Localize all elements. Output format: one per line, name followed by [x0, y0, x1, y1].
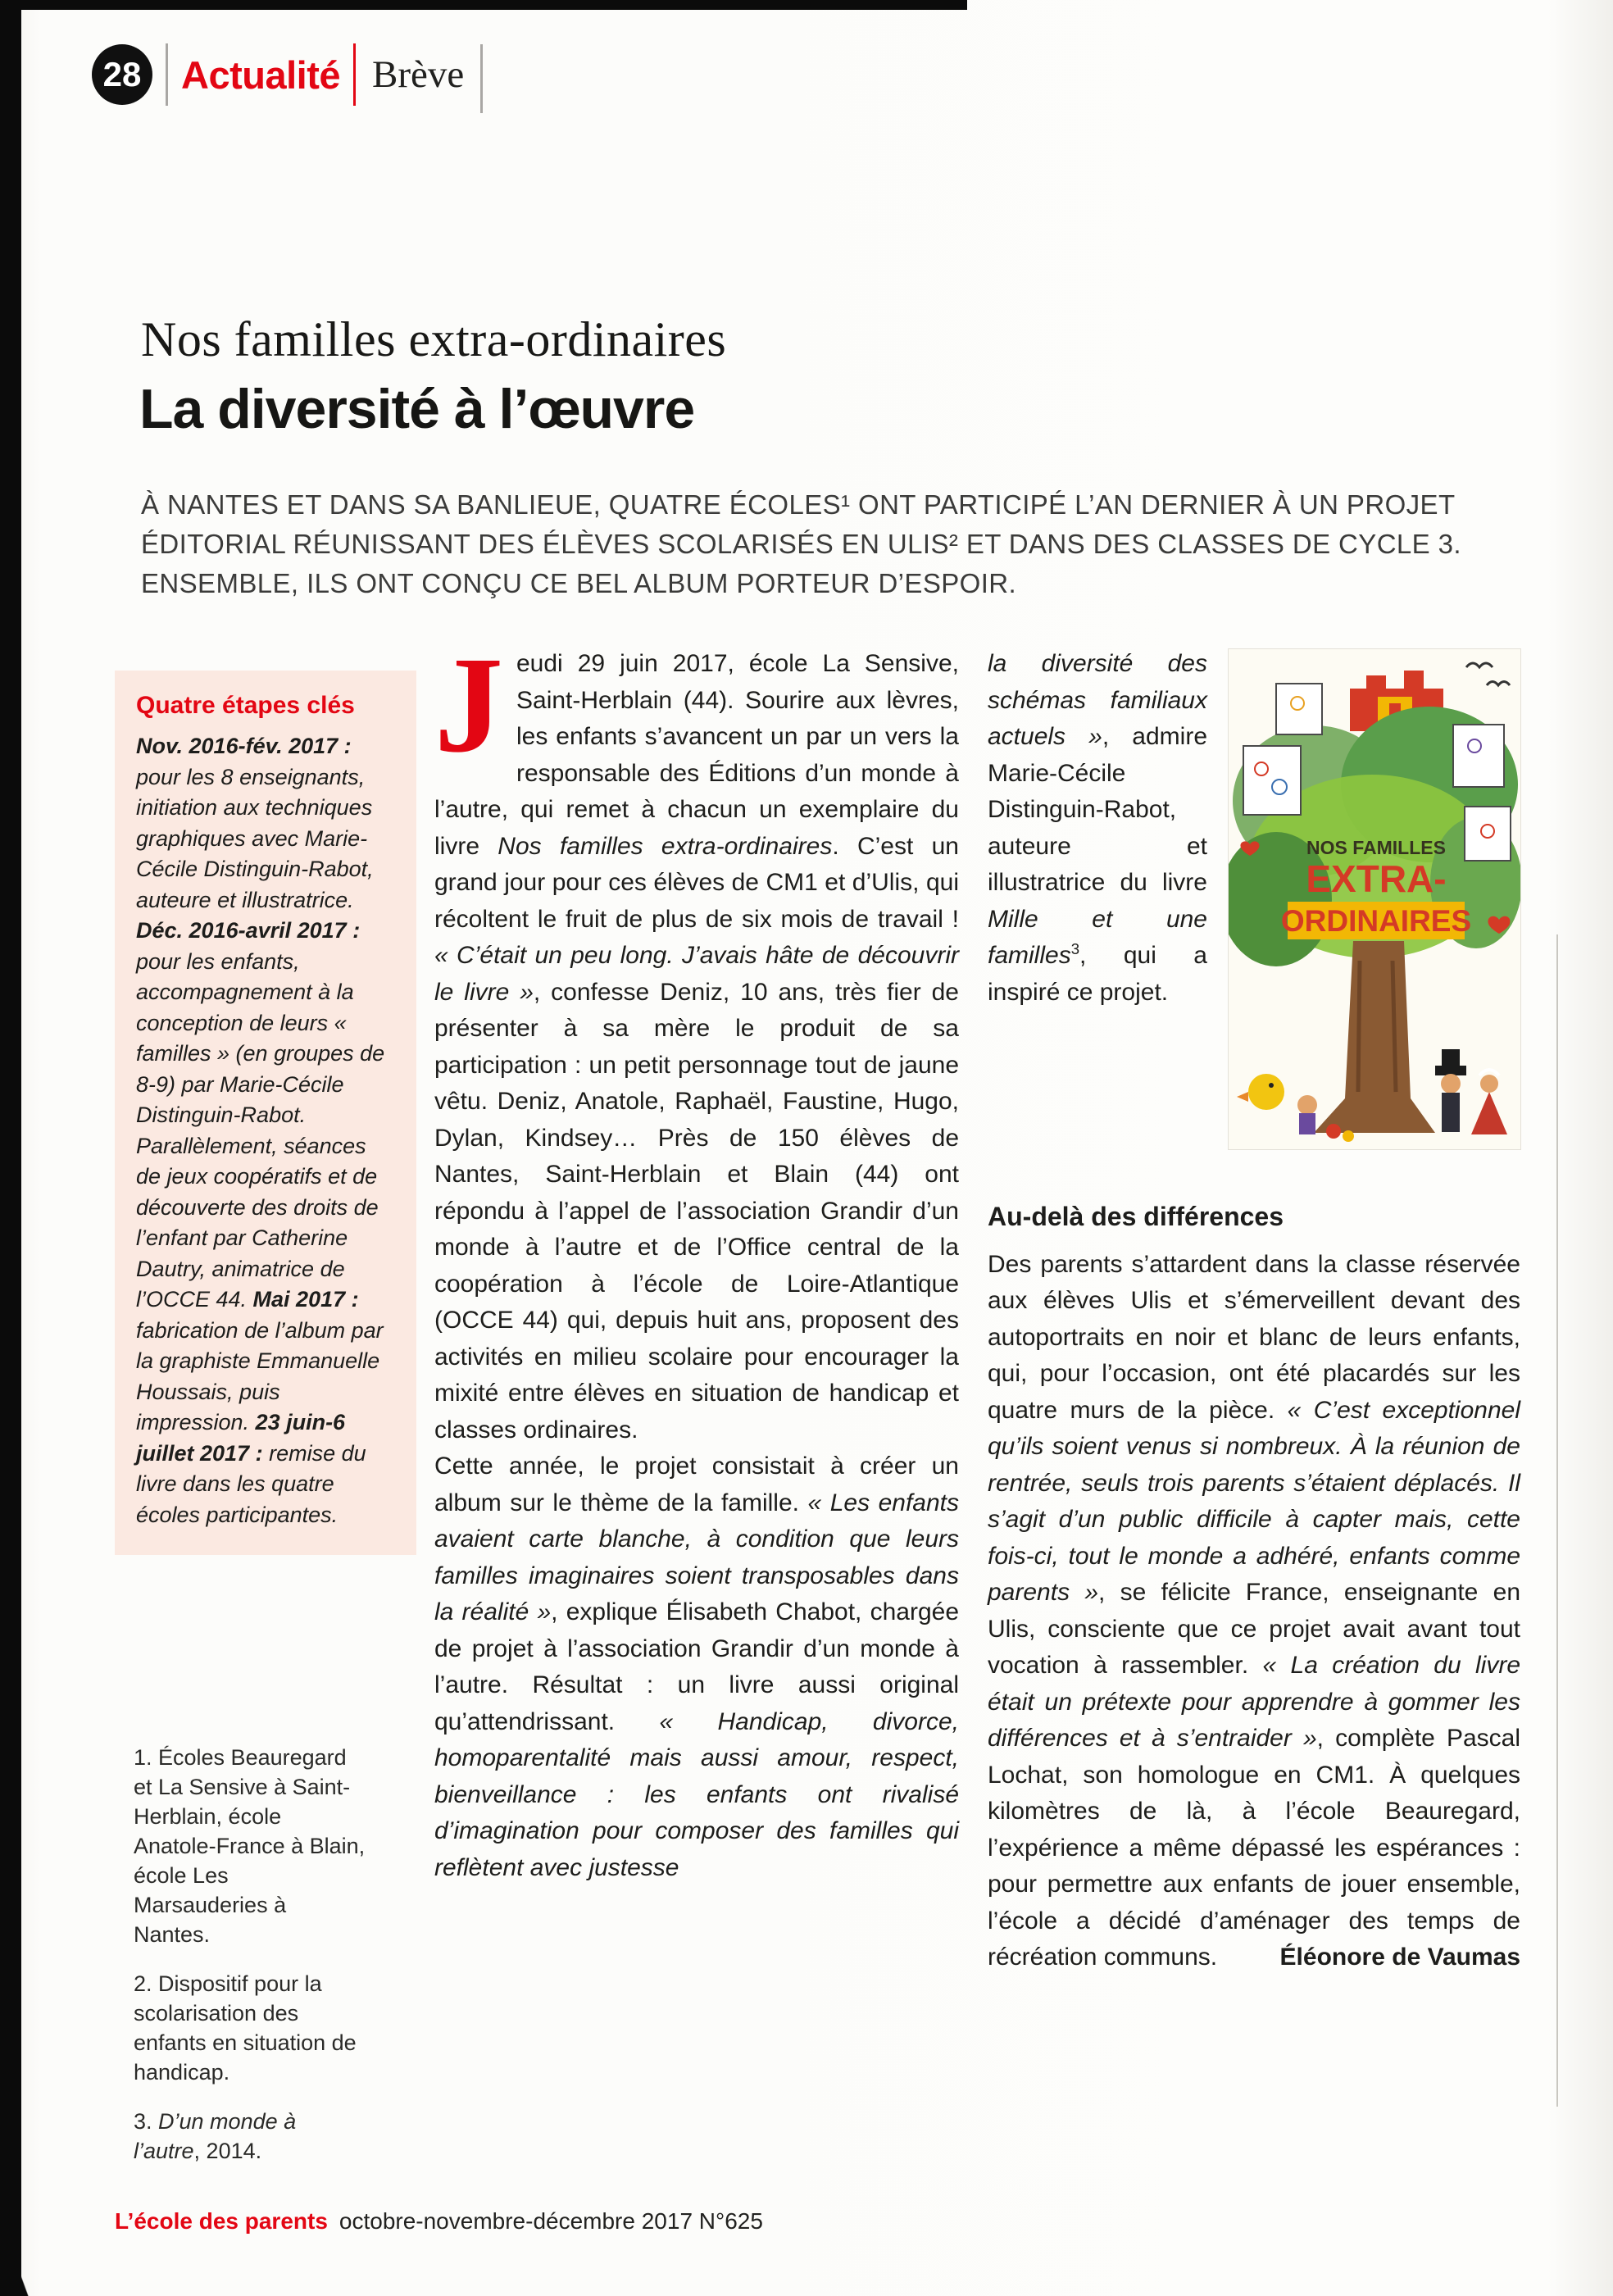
article-standfirst: À NANTES ET DANS SA BANLIEUE, QUATRE ÉCOLES¹ ONT PARTICIPÉ L’AN DERNIER À UN PROJET ÉDITORIAL RÉUNISSANT DES ÉLÈVES SCOLARISÉS EN ULIS² ET DANS DES CLASSES DE CYCLE 3. ENSEMBLE, ILS ONT CONÇU CE BEL ALBUM PORTEUR D’ESPOIR. — [141, 489, 1461, 598]
article-column-main — [434, 629, 959, 1886]
article-subhead: Au-delà des différences — [988, 1202, 1284, 1231]
footnote-3: 3. D’un monde à l’autre, 2014. — [134, 2109, 297, 2163]
page-crease-line — [1556, 934, 1558, 2107]
article-paragraph-3: Des parents s’attardent dans la classe réservée aux élèves Ulis et s’émerveillent devant des autoportraits en noir et blanc de leurs enfants, qui, pour l’occasion, ont été placardés sur les quatre murs de la pièce. « C’est exceptionnel qu’ils soient venus si nombreux. À la réunion de rentrée, seuls trois parents s’étaient déplacés. Il s’agit d’un public difficile à capter mais, cette fois-ci, tout le monde a adhéré, enfants comme parents », se félicite France, enseignante en Ulis, consciente que ce projet avait avant tout vocation à rassembler. « La création du livre était un prétexte pour apprendre à gommer les différences et à s’entraider », complète Pascal Lochat, son homologue en CM1. À quelques kilomètres de là, à l’école Beauregard, l’expérience a même dépassé les espérances : pour permettre aux enfants de jouer ensemble, l’école a décidé d’aménager des temps de récréation communs. Éléonore de Vaumas — [988, 1247, 1520, 1976]
subsection-label: Brève — [372, 53, 465, 96]
header-divider — [480, 44, 483, 113]
cover-title-line1: NOS FAMILLES — [1306, 837, 1446, 858]
footnote-1: 1. Écoles Beauregard et La Sensive à Saint-Herblain, école Anatole-France à Blain, école Les Marsauderies à Nantes. — [134, 1745, 366, 1947]
footnote-2: 2. Dispositif pour la scolarisation des enfants en situation de handicap. — [134, 1971, 357, 2085]
footnotes — [134, 1743, 368, 2185]
key-steps-box — [115, 671, 416, 1555]
article-paragraph-1: Jeudi 29 juin 2017, école La Sensive, Saint-Herblain (44). Sourire aux lèvres, les enfants s’avancent un par un vers la responsable des Éditions d’un monde à l’autre, qui remet à chacun un exemplaire du livre Nos familles extra-ordinaires. C’est un grand jour pour ces élèves de CM1 et d’Ulis, qui récoltent le fruit de plus de six mois de travail ! « C’était un peu long. J’avais hâte de découvrir le livre », confesse Deniz, 10 ans, très fier de présenter à sa mère le produit de sa participation : un petit personnage tout de jaune vêtu. Deniz, Anatole, Raphaël, Faustine, Hugo, Dylan, Kindsey… Près de 150 élèves de Nantes, Saint-Herblain et Blain (44) ont répondu à l’appel de l’association Grandir d’un monde à l’autre et de l’Office central de la coopération à l’école de Loire-Atlantique (OCCE 44) qui, depuis huit ans, proposent des activités en milieu scolaire pour encourager la mixité entre élèves en situation de handicap et classes ordinaires. — [434, 629, 959, 1444]
article-title: La diversité à l’œuvre — [139, 378, 695, 440]
byline: Éléonore de Vaumas — [1279, 1944, 1520, 1971]
page-number-badge: 28 — [92, 44, 152, 105]
chick-character — [1248, 1074, 1284, 1110]
scan-edge-corner — [0, 2181, 57, 2296]
book-cover-illustration — [1229, 649, 1520, 1149]
page-footer — [115, 2208, 763, 2235]
key-steps-body: Nov. 2016-fév. 2017 : pour les 8 enseignants, initiation aux techniques graphiques avec Marie-Cécile Distinguin-Rabot, auteure et illustratrice. Déc. 2016-avril 2017 : pour les enfants, accompagnement à la conception de leurs « familles » (en groupes de 8-9) par Marie-Cécile Distinguin-Rabot. Parallèlement, séances de jeux coopératifs et de découverte des droits de l’enfant par Catherine Dautry, animatrice de l’OCCE 44. Mai 2017 : fabrication de l’album par la graphiste Emmanuelle Houssais, puis impression. 23 juin-6 juillet 2017 : remise du livre dans les quatre écoles participantes. — [136, 734, 385, 1527]
drop-cap: J — [434, 629, 503, 781]
cover-title-line2: EXTRA- — [1306, 857, 1447, 900]
key-steps-title: Quatre étapes clés — [136, 692, 355, 719]
magazine-name: L’école des parents — [115, 2208, 328, 2234]
page-header — [92, 36, 483, 113]
section-label: Actualité — [181, 52, 340, 97]
article-paragraph-2: Cette année, le projet consistait à créer un album sur le thème de la famille. « Les enfants avaient carte blanche, à condition que leurs familles imaginaires soient transposables dans la réalité », explique Élisabeth Chabot, chargée de projet à l’association Grandir d’un monde à l’autre. Résultat : un livre aussi original qu’attendrissant. « Handicap, divorce, homoparentalité mais aussi amour, respect, bienveillance : les enfants ont rivalisé d’imagination pour composer des familles qui reflètent avec justesse — [434, 1453, 959, 1881]
scan-edge-left — [0, 0, 21, 2296]
article-column-right — [988, 646, 1520, 1976]
scan-edge-top — [0, 0, 967, 10]
article-continuation: la diversité des schémas familiaux actuels », admire Marie-Cécile Distinguin-Rabot, auteure et illustratrice du livre Mille et une familles$^3$, qui a inspiré ce projet. — [988, 650, 1208, 1006]
issue-info: octobre-novembre-décembre 2017 N°625 — [339, 2208, 763, 2234]
cover-title-line3: ORDINAIRES — [1280, 904, 1472, 938]
article-kicker-title: Nos familles extra-ordinaires — [141, 312, 727, 366]
